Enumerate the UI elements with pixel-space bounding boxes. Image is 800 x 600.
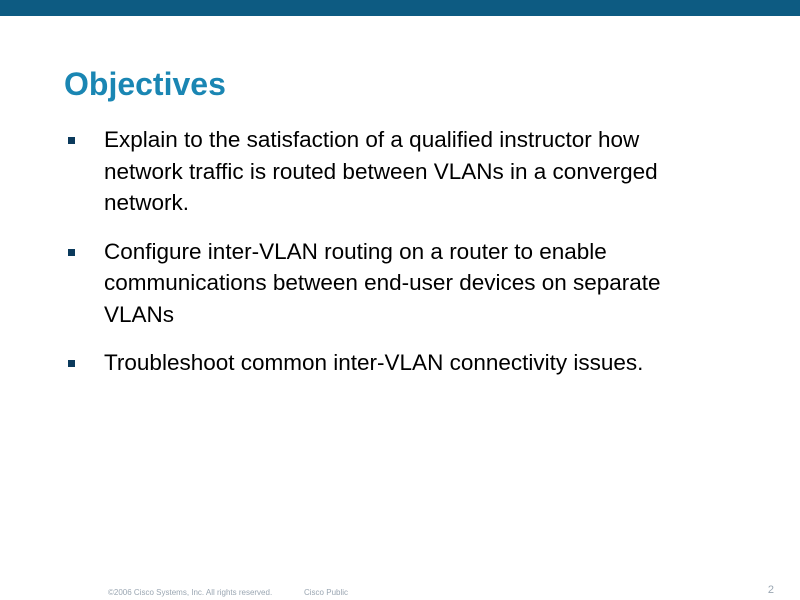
square-bullet-icon bbox=[68, 249, 75, 256]
bullet-item bbox=[0, 236, 704, 331]
bullet-item bbox=[0, 124, 704, 219]
bullet-item bbox=[0, 347, 704, 379]
bullet-text: Explain to the satisfaction of a qualified instructor how network traffic is routed between VLANs in a converged network. bbox=[104, 127, 658, 215]
bullet-text: Troubleshoot common inter-VLAN connectivity issues. bbox=[104, 350, 644, 375]
slide-footer bbox=[0, 584, 800, 600]
square-bullet-icon bbox=[68, 137, 75, 144]
footer-classification: Cisco Public bbox=[304, 588, 349, 597]
bullet-text: Configure inter-VLAN routing on a router to enable communications between end-user devices on separate VLANs bbox=[104, 238, 661, 327]
square-bullet-icon bbox=[68, 360, 75, 367]
objectives-list bbox=[0, 124, 800, 396]
slide-title: Objectives bbox=[64, 66, 226, 102]
top-banner-bar bbox=[0, 0, 800, 16]
page-number: 2 bbox=[767, 584, 774, 596]
footer-copyright: ©2006 Cisco Systems, Inc. All rights reserved. bbox=[108, 588, 273, 597]
